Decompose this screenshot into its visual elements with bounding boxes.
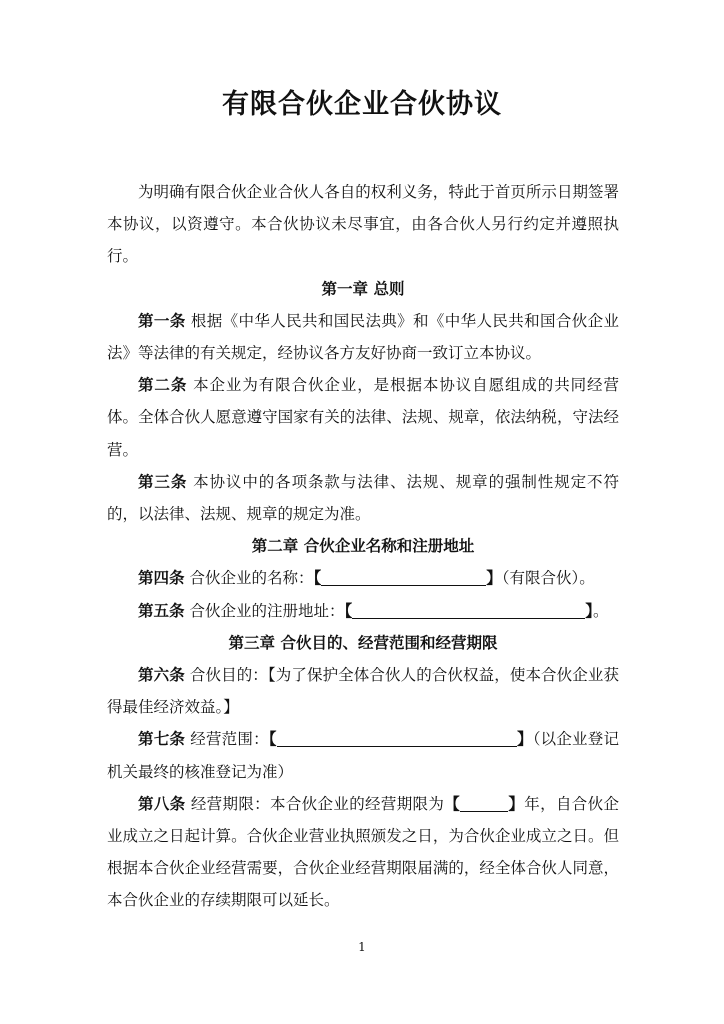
company-name-blank[interactable] (321, 569, 486, 586)
article-6-label: 第六条 (138, 666, 185, 685)
registered-address-blank[interactable] (352, 602, 585, 619)
article-8 (107, 788, 619, 917)
intro-paragraph: 为明确有限合伙企业合伙人各自的权利义务，特此于首页所示日期签署本协议，以资遵守。本合伙协议未尽事宜，由各合伙人另行约定并遵照执行。 (107, 183, 619, 266)
article-7-suffix: （以企业登记机关最终的核准登记为准） (107, 730, 619, 781)
article-3 (107, 466, 619, 530)
article-4 (107, 562, 619, 594)
article-4-label: 第四条 (138, 569, 185, 588)
article-7-text: 经营范围： (190, 730, 269, 749)
chapter-2-heading: 第二章 合伙企业名称和注册地址 (251, 537, 475, 556)
article-5 (107, 595, 619, 627)
article-8-suffix: 年，自合伙企业成立之日起计算。合伙企业营业执照颁发之日，为合伙企业成立之日。但根据本合伙企业经营需要，合伙企业经营期限届满的，经全体合伙人同意，本合伙企业的存续期限可以延长。 (107, 794, 619, 910)
article-7 (107, 723, 619, 787)
chapter-1-heading: 第一章 总则 (321, 279, 405, 298)
page-number: 1 (358, 940, 366, 954)
article-5-suffix: 。 (593, 601, 609, 620)
open-bracket: 【 (444, 793, 461, 813)
article-2 (107, 369, 619, 466)
article-1 (107, 305, 619, 369)
article-2-label: 第二条 (138, 376, 188, 395)
article-6-text: 合伙目的：【为了保护全体合伙人的合伙权益，使本合伙企业获得最佳经济效益。】 (107, 666, 619, 717)
article-6 (107, 659, 619, 723)
chapter-3-heading: 第三章 合伙目的、经营范围和经营期限 (228, 633, 498, 652)
article-2-text: 本企业为有限合伙企业，是根据本协议自愿组成的共同经营体。全体合伙人愿意遵守国家有关的法律、法规、规章，依法纳税，守法经营。 (107, 376, 619, 459)
open-bracket: 【 (313, 568, 322, 588)
document-title: 有限合伙企业合伙协议 (222, 89, 502, 120)
article-5-label: 第五条 (138, 601, 185, 620)
close-bracket: 】 (585, 600, 593, 620)
document-body (107, 176, 619, 917)
close-bracket: 】 (508, 793, 525, 813)
article-8-text: 经营期限：本合伙企业的经营期限为 (190, 794, 445, 813)
close-bracket: 】 (486, 568, 502, 588)
article-1-text: 根据《中华人民共和国民法典》和《中华人民共和国合伙企业法》等法律的有关规定，经协议各方友好协商一致订立本协议。 (107, 311, 619, 363)
article-1-label: 第一条 (138, 311, 186, 330)
article-3-text: 本协议中的各项条款与法律、法规、规章的强制性规定不符的，以法律、法规、规章的规定为准。 (107, 472, 619, 524)
article-5-text: 合伙企业的注册地址： (189, 601, 345, 620)
term-years-blank[interactable] (460, 795, 508, 812)
close-bracket: 】 (516, 729, 533, 749)
article-4-text: 合伙企业的名称： (189, 569, 314, 588)
article-4-suffix: （有限合伙）。 (501, 569, 595, 588)
business-scope-blank[interactable] (277, 730, 517, 747)
article-8-label: 第八条 (138, 794, 186, 813)
article-3-label: 第三条 (138, 472, 188, 491)
article-7-label: 第七条 (138, 730, 186, 749)
open-bracket: 【 (268, 729, 277, 749)
open-bracket: 【 (344, 600, 353, 620)
